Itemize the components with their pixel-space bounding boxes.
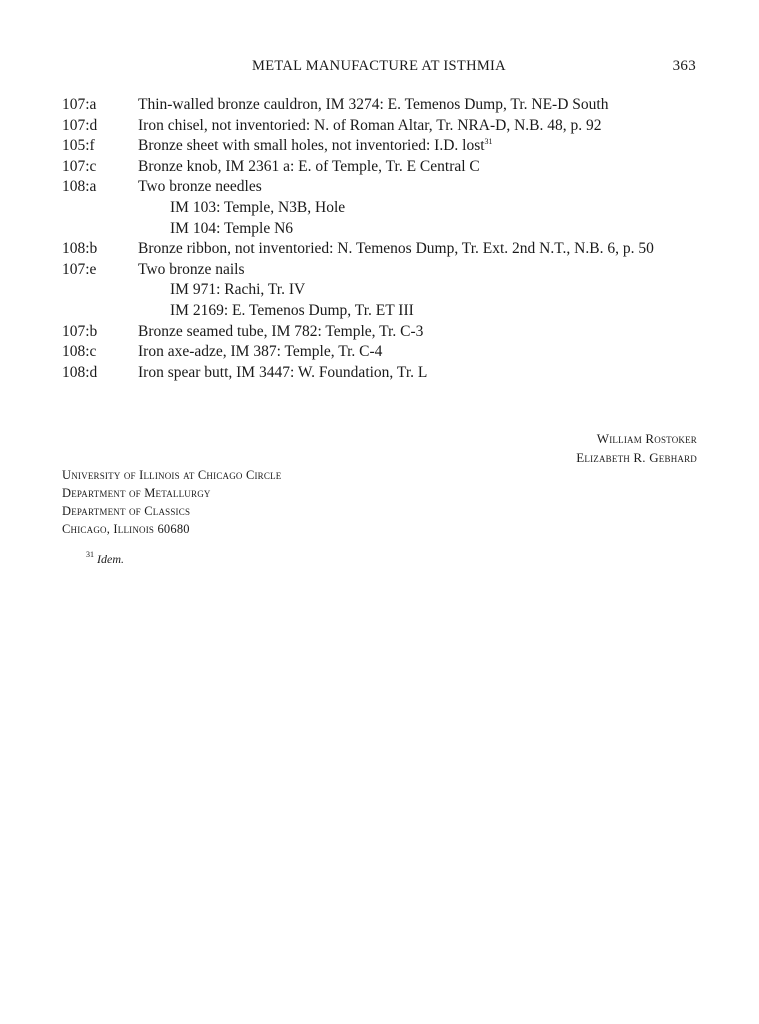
entry-text: Bronze knob, IM 2361 a: E. of Temple, Tr. E Central C	[138, 157, 480, 175]
entry-label: 105:f	[62, 137, 95, 155]
affiliation-line: Chicago, Illinois 60680	[62, 522, 190, 536]
entry-subitem: IM 2169: E. Temenos Dump, Tr. ET III	[170, 301, 414, 319]
catalogue-list	[62, 95, 712, 383]
entry-label: 107:e	[62, 260, 97, 278]
entry-subitem: IM 103: Temple, N3B, Hole	[170, 198, 346, 216]
catalogue-entry	[62, 136, 712, 157]
footnote	[86, 552, 124, 567]
author-name: Elizabeth R. Gebhard	[576, 450, 697, 465]
entry-text: Bronze sheet with small holes, not inventoried: I.D. lost	[138, 137, 485, 155]
entry-label: 108:d	[62, 363, 98, 381]
affiliation-block	[62, 466, 281, 538]
entry-description	[138, 157, 716, 178]
catalogue-entry	[62, 260, 712, 322]
entry-text: Iron axe-adze, IM 387: Temple, Tr. C-4	[138, 343, 383, 361]
entry-text: Bronze seamed tube, IM 782: Temple, Tr. C-3	[138, 322, 424, 340]
catalogue-entry	[62, 157, 712, 178]
running-title: METAL MANUFACTURE AT ISTHMIA	[252, 58, 506, 74]
entry-subitem: IM 971: Rachi, Tr. IV	[170, 281, 306, 299]
running-head	[62, 58, 696, 78]
entry-description	[138, 239, 716, 260]
entry-description	[138, 116, 716, 137]
footnote-number: 31	[86, 550, 94, 559]
affiliation-line: Department of Classics	[62, 504, 191, 518]
page-number: 363	[672, 58, 696, 74]
entry-description	[138, 342, 716, 363]
entry-label: 108:b	[62, 240, 98, 258]
footnote-text: Idem.	[97, 552, 124, 566]
entry-text: Two bronze needles	[138, 178, 262, 196]
entry-text: Iron spear butt, IM 3447: W. Foundation, Tr. L	[138, 363, 428, 381]
affiliation-line: Department of Metallurgy	[62, 486, 211, 500]
entry-text: Thin-walled bronze cauldron, IM 3274: E. Temenos Dump, Tr. NE-D South	[138, 96, 609, 113]
entry-text: Iron chisel, not inventoried: N. of Roman Altar, Tr. NRA-D, N.B. 48, p. 92	[138, 116, 602, 134]
entry-description	[138, 177, 716, 198]
catalogue-entry	[62, 239, 712, 260]
entry-label: 108:c	[62, 343, 97, 361]
catalogue-entry	[62, 363, 712, 384]
entry-subitem: IM 104: Temple N6	[170, 219, 294, 237]
catalogue-entry	[62, 342, 712, 363]
entry-description	[138, 322, 716, 343]
catalogue-entry	[62, 95, 712, 116]
catalogue-entry	[62, 116, 712, 137]
entry-description	[138, 95, 716, 116]
catalogue-entry	[62, 177, 712, 239]
entry-description	[138, 136, 716, 157]
entry-description	[138, 363, 716, 384]
affiliation-line: University of Illinois at Chicago Circle	[62, 468, 282, 482]
entry-label: 107:b	[62, 322, 98, 340]
entry-label: 108:a	[62, 178, 97, 196]
entry-label: 107:a	[62, 96, 97, 113]
footnote-ref: 31	[484, 137, 493, 147]
entry-text: Two bronze nails	[138, 260, 245, 278]
catalogue-entry	[62, 322, 712, 343]
entry-text: Bronze ribbon, not inventoried: N. Temenos Dump, Tr. Ext. 2nd N.T., N.B. 6, p. 50	[138, 240, 654, 258]
entry-label: 107:c	[62, 157, 97, 175]
entry-label: 107:d	[62, 116, 98, 134]
author-name: William Rostoker	[596, 431, 697, 446]
entry-description	[138, 260, 716, 281]
author-signature	[576, 429, 697, 467]
